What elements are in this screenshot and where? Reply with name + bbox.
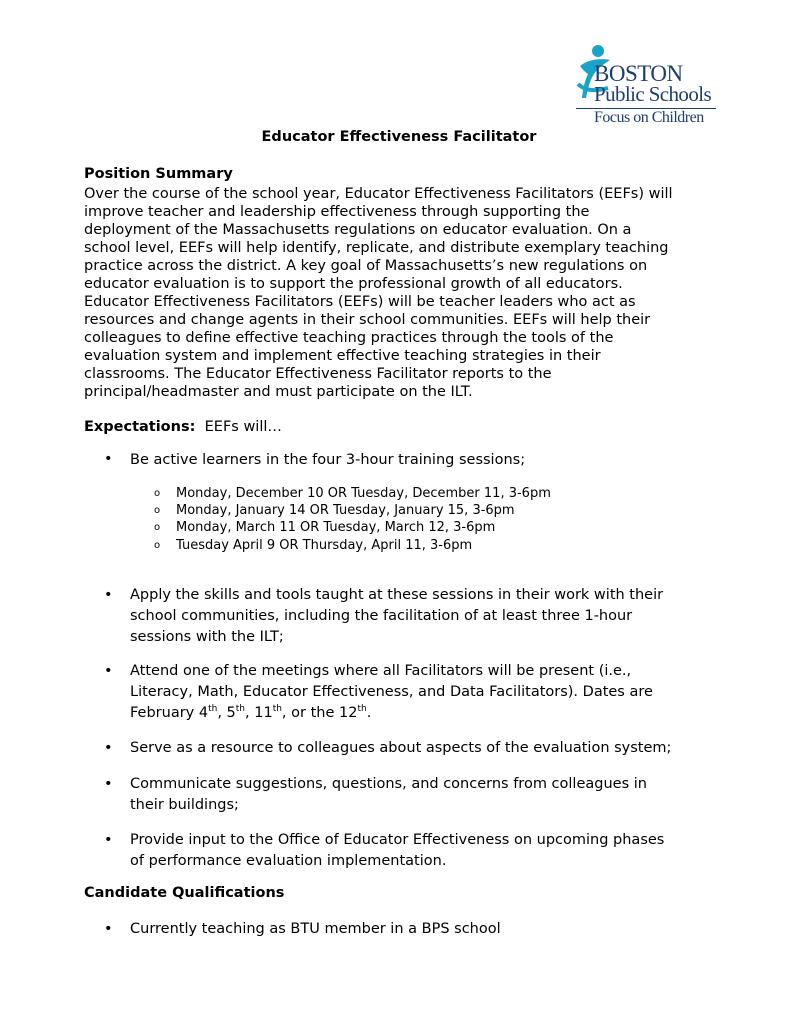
expectation-apply-skills: [130, 585, 730, 648]
bullet-line: Provide input to the Office of Educator Effectiveness on upcoming phases: [130, 832, 665, 848]
position-summary-text: [84, 185, 724, 401]
session-item: Monday, March 11 OR Tuesday, March 12, 3-6pm: [176, 520, 496, 535]
bullet-line: Attend one of the meetings where all Facilitators will be present (i.e.,: [130, 663, 632, 679]
bullet-line: Communicate suggestions, questions, and concerns from colleagues in: [130, 776, 647, 792]
date-text: .: [366, 705, 372, 721]
bullet-line: Literacy, Math, Educator Effectiveness, and Data Facilitators). Dates are: [130, 684, 653, 700]
ordinal-suffix: th: [208, 704, 218, 715]
bullet-glyph: •: [104, 587, 113, 603]
sub-bullet-marker: o: [154, 522, 161, 533]
session-item: Monday, January 14 OR Tuesday, January 15, 3-6pm: [176, 503, 515, 518]
expectation-training: Be active learners in the four 3-hour training sessions;: [130, 452, 526, 468]
bullet-glyph: •: [104, 921, 113, 937]
session-item: Monday, December 10 OR Tuesday, December 11, 3-6pm: [176, 486, 551, 501]
bullet-line: of performance evaluation implementation.: [130, 853, 447, 869]
bullet-line-dates: [130, 703, 730, 724]
summary-line: educator evaluation is to support the professional growth of all educators.: [84, 276, 623, 292]
sub-bullet-marker: o: [154, 540, 161, 551]
date-text: , 11: [245, 705, 273, 721]
summary-line: classrooms. The Educator Effectiveness Facilitator reports to the: [84, 366, 552, 382]
summary-line: evaluation system and implement effective teaching strategies in their: [84, 348, 601, 364]
document-title: Educator Effectiveness Facilitator: [261, 129, 537, 145]
summary-line: improve teacher and leadership effectiveness through supporting the: [84, 204, 590, 220]
summary-line: school level, EEFs will help identify, replicate, and distribute exemplary teaching: [84, 240, 669, 256]
bullet-line: sessions with the ILT;: [130, 629, 284, 645]
ordinal-suffix: th: [272, 704, 282, 715]
bullet-line: their buildings;: [130, 797, 239, 813]
expectation-communicate: [130, 774, 730, 816]
sub-bullet-marker: o: [154, 488, 161, 499]
expectations-line: [84, 419, 282, 435]
expectation-attend-meeting: [130, 661, 730, 724]
bullet-glyph: •: [104, 776, 113, 792]
ordinal-suffix: th: [235, 704, 246, 715]
expectation-provide-input: [130, 830, 730, 872]
bullet-glyph: •: [104, 740, 113, 756]
summary-line: practice across the district. A key goal of Massachusetts’s new regulations on: [84, 258, 648, 274]
summary-line: principal/headmaster and must participate on the ILT.: [84, 384, 473, 400]
logo-tagline: Focus on Children: [594, 109, 704, 126]
logo-boston: BOSTON: [594, 61, 683, 86]
summary-line: Over the course of the school year, Educator Effectiveness Facilitators (EEFs) will: [84, 186, 673, 202]
bullet-glyph: •: [104, 832, 113, 848]
ordinal-suffix: th: [357, 704, 367, 715]
date-text: , 5: [217, 705, 236, 721]
logo-public-schools: Public Schools: [594, 82, 712, 106]
qualifications-heading: Candidate Qualifications: [84, 885, 285, 901]
expectation-resource: Serve as a resource to colleagues about aspects of the evaluation system;: [130, 740, 672, 756]
date-text: February 4: [130, 705, 209, 721]
bullet-glyph: •: [104, 663, 113, 679]
summary-line: resources and change agents in their school communities. EEFs will help their: [84, 312, 651, 328]
bullet-glyph: •: [104, 451, 113, 467]
bullet-line: school communities, including the facilitation of at least three 1-hour: [130, 608, 633, 624]
summary-line: Educator Effectiveness Facilitators (EEFs) will be teacher leaders who act as: [84, 294, 636, 310]
expectations-heading: Expectations:: [84, 419, 196, 435]
summary-line: colleagues to define effective teaching practices through the tools of the: [84, 330, 614, 346]
session-item: Tuesday April 9 OR Thursday, April 11, 3-6pm: [176, 538, 473, 553]
bullet-line: Apply the skills and tools taught at these sessions in their work with their: [130, 587, 664, 603]
date-text: , or the 12: [281, 705, 358, 721]
sub-bullet-marker: o: [154, 505, 161, 516]
summary-line: deployment of the Massachusetts regulations on educator evaluation. On a: [84, 222, 632, 238]
bps-logo: [574, 44, 719, 128]
position-summary-heading: Position Summary: [84, 166, 233, 182]
qualification-btu-member: Currently teaching as BTU member in a BPS school: [130, 921, 501, 937]
expectations-intro: EEFs will…: [204, 419, 282, 435]
